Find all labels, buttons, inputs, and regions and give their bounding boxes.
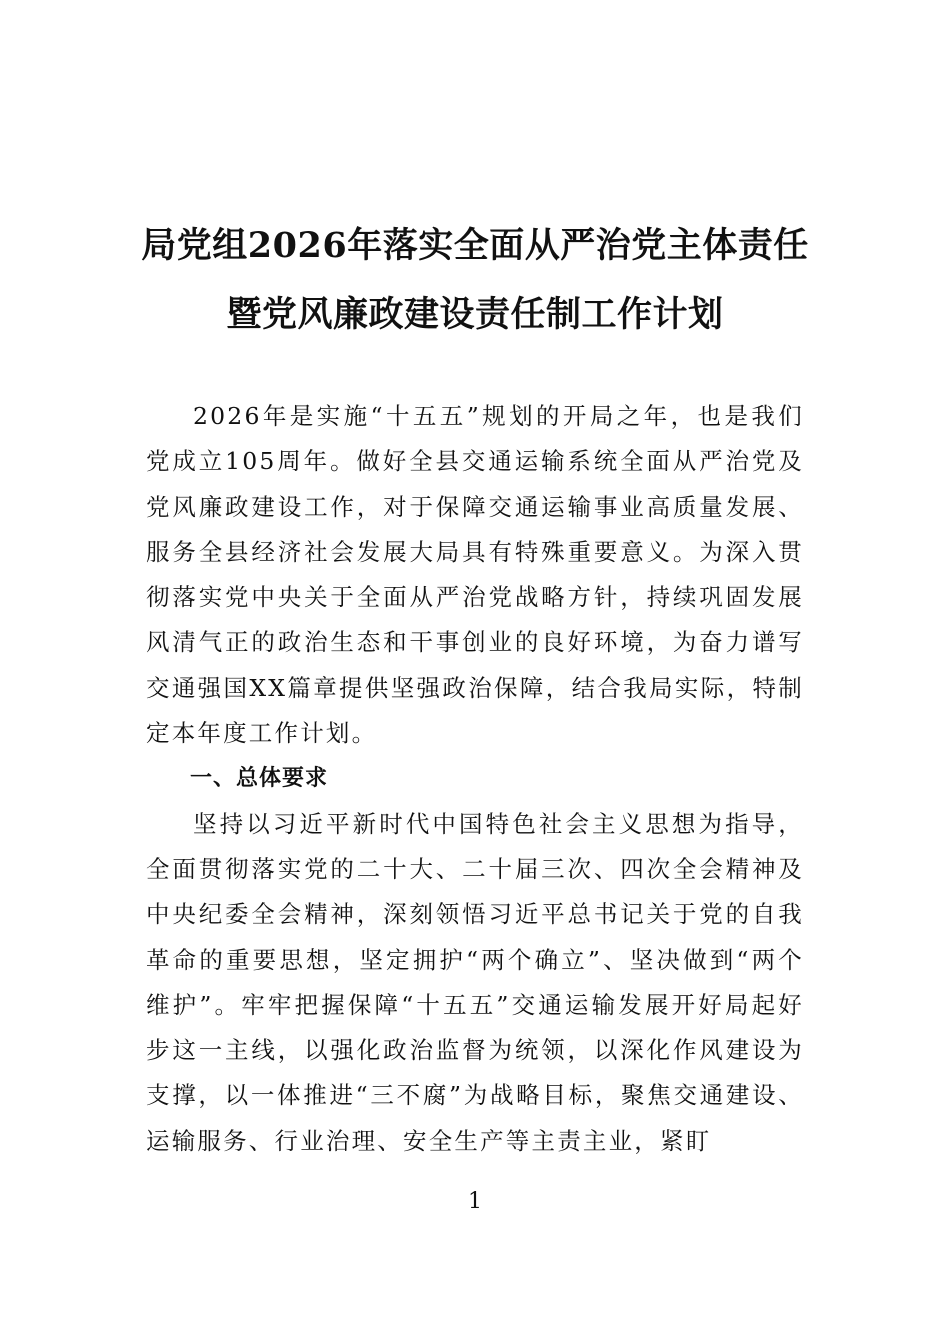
- requirements-paragraph: 坚持以习近平新时代中国特色社会主义思想为指导，全面贯彻落实党的二十大、二十届三次、四次全会精神及中央纪委全会精神，深刻领悟习近平总书记关于党的自我革命的重要思想，坚定拥护“两个确立”、坚决做到“两个维护”。牢牢把握保障“十五五”交通运输发展开好局起好步这一主线，以强化政治监督为统领，以深化作风建设为支撑，以一体推进“三不腐”为战略目标，聚焦交通建设、运输服务、行业治理、安全生产等主责主业，紧盯: [146, 809, 804, 1155]
- title-line-2: 暨党风廉政建设责任制工作计划: [226, 294, 724, 336]
- title-line-1: 局党组2026年落实全面从严治党主体责任: [141, 225, 809, 267]
- section-heading: 一、总体要求: [190, 766, 329, 792]
- document-body: [146, 394, 804, 1164]
- document-title: [120, 211, 830, 349]
- page-number: 1: [468, 1189, 482, 1214]
- intro-paragraph: 2026年是实施“十五五”规划的开局之年，也是我们党成立105周年。做好全县交通运输系统全面从严治党及党风廉政建设工作，对于保障交通运输事业高质量发展、服务全县经济社会发展大局具有特殊重要意义。为深入贯彻落实党中央关于全面从严治党战略方针，持续巩固发展风清气正的政治生态和干事创业的良好环境，为奋力谱写交通强国XX篇章提供坚强政治保障，结合我局实际，特制定本年度工作计划。: [146, 402, 804, 748]
